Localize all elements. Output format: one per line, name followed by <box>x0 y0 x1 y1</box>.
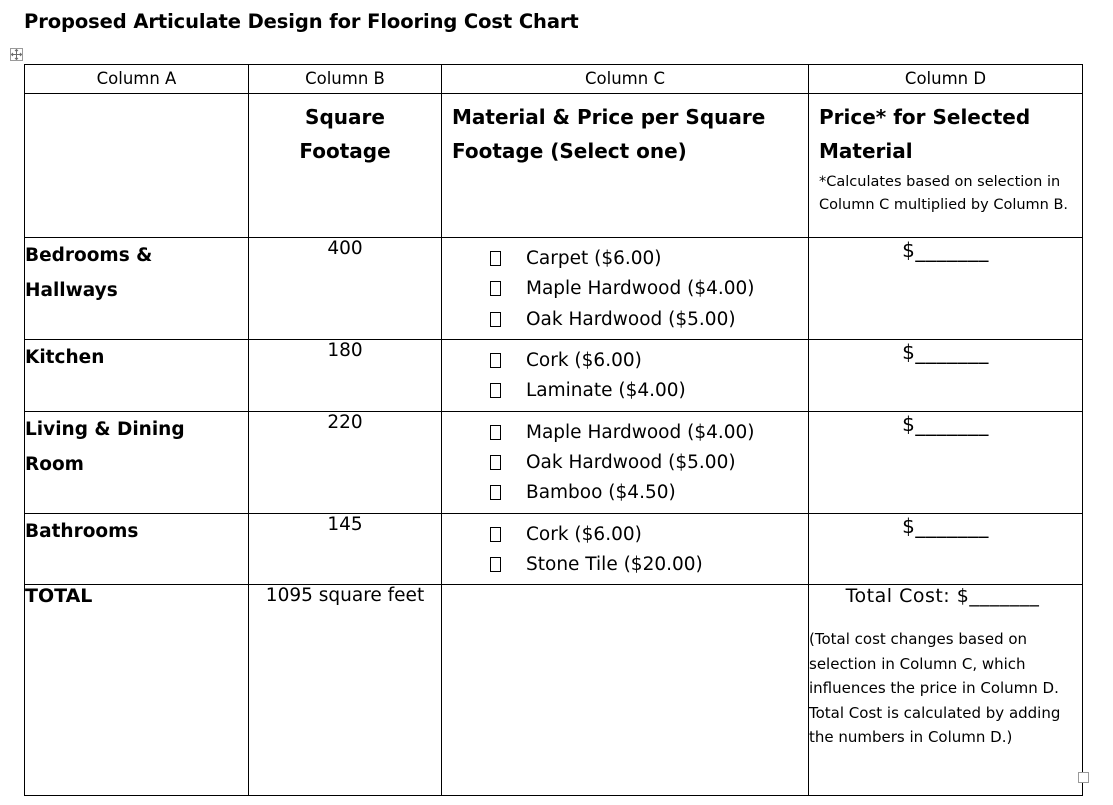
header-column-a: Column A <box>25 65 249 94</box>
material-option-label: Maple Hardwood ($4.00) <box>526 421 755 443</box>
header-column-d: Column D <box>809 65 1083 94</box>
price-value: $_______ <box>809 238 1083 340</box>
square-footage-value: 180 <box>249 339 442 411</box>
checkbox-unchecked-icon[interactable] <box>490 383 501 398</box>
price-value: $_______ <box>809 339 1083 411</box>
material-option-label: Laminate ($4.00) <box>526 380 686 402</box>
material-option[interactable] <box>442 448 808 478</box>
material-option-label: Carpet ($6.00) <box>526 248 662 269</box>
material-option-label: Maple Hardwood ($4.00) <box>526 278 755 300</box>
material-options-cell <box>442 238 809 340</box>
material-option-label: Stone Tile ($20.00) <box>526 553 703 575</box>
table-resize-handle-icon[interactable] <box>1078 772 1089 783</box>
table-move-handle-icon[interactable] <box>10 48 23 61</box>
checkbox-unchecked-icon[interactable] <box>490 353 501 368</box>
total-label: TOTAL <box>25 585 249 796</box>
material-option-list <box>442 238 808 339</box>
material-option[interactable] <box>442 478 808 508</box>
material-option-label: Oak Hardwood ($5.00) <box>526 451 736 473</box>
total-cost-cell <box>809 585 1083 796</box>
room-name: Kitchen <box>25 339 249 411</box>
material-option[interactable] <box>442 550 808 580</box>
price-value: $_______ <box>809 411 1083 513</box>
header-material-price-label: Material & Price per Square Footage (Select one) <box>452 105 766 164</box>
checkbox-unchecked-icon[interactable] <box>490 425 501 440</box>
material-option-list <box>442 340 808 411</box>
material-option[interactable] <box>442 418 808 448</box>
checkbox-unchecked-icon[interactable] <box>490 312 501 327</box>
total-cost-note: (Total cost changes based on selection in Column C, which influences the price in Column D. Total Cost is calculated by adding the numbers in Column D.) <box>809 630 1061 747</box>
table-row <box>25 238 1083 340</box>
header-price-footnote: *Calculates based on selection in Column C multiplied by Column B. <box>819 173 1069 214</box>
square-footage-value: 220 <box>249 411 442 513</box>
material-option[interactable] <box>442 274 808 304</box>
material-option-label: Bamboo ($4.50) <box>526 482 676 504</box>
square-footage-value: 145 <box>249 513 442 585</box>
room-name: Bedrooms & Hallways <box>25 238 249 340</box>
table-row <box>25 513 1083 585</box>
table-body <box>25 238 1083 585</box>
material-options-cell <box>442 411 809 513</box>
total-square-footage: 1095 square feet <box>249 585 442 796</box>
page-title: Proposed Articulate Design for Flooring Cost Chart <box>24 10 579 33</box>
table-row <box>25 339 1083 411</box>
checkbox-unchecked-icon[interactable] <box>490 455 501 470</box>
material-option-list <box>442 412 808 513</box>
material-option[interactable] <box>442 244 808 274</box>
room-name: Bathrooms <box>25 513 249 585</box>
material-option[interactable] <box>442 305 808 335</box>
header-a-empty <box>25 94 249 238</box>
header-price-selected-label: Price* for Selected Material <box>819 105 1031 164</box>
table-header-row-titles <box>25 94 1083 238</box>
table-header-row-labels <box>25 65 1083 94</box>
checkbox-unchecked-icon[interactable] <box>490 557 501 572</box>
material-options-cell <box>442 339 809 411</box>
header-b-subtitle-cell <box>249 94 442 238</box>
checkbox-unchecked-icon[interactable] <box>490 485 501 500</box>
material-option-label: Oak Hardwood ($5.00) <box>526 308 736 330</box>
header-column-c: Column C <box>442 65 809 94</box>
material-option[interactable] <box>442 376 808 406</box>
material-option[interactable] <box>442 346 808 376</box>
checkbox-unchecked-icon[interactable] <box>490 527 501 542</box>
header-c-subtitle-cell <box>442 94 809 238</box>
checkbox-unchecked-icon[interactable] <box>490 251 501 266</box>
material-option-label: Cork ($6.00) <box>526 523 642 545</box>
price-value: $_______ <box>809 513 1083 585</box>
checkbox-unchecked-icon[interactable] <box>490 281 501 296</box>
material-option-label: Cork ($6.00) <box>526 349 642 371</box>
material-option[interactable] <box>442 520 808 550</box>
square-footage-value: 400 <box>249 238 442 340</box>
header-square-footage-label: Square Footage <box>299 105 391 164</box>
header-column-b: Column B <box>249 65 442 94</box>
table-row <box>25 411 1083 513</box>
table-row-total <box>25 585 1083 796</box>
total-options-empty <box>442 585 809 796</box>
total-cost-value: Total Cost: $_______ <box>845 585 1040 608</box>
header-d-subtitle-cell <box>809 94 1083 238</box>
room-name: Living & Dining Room <box>25 411 249 513</box>
material-option-list <box>442 514 808 585</box>
material-options-cell <box>442 513 809 585</box>
flooring-cost-table <box>24 64 1083 796</box>
